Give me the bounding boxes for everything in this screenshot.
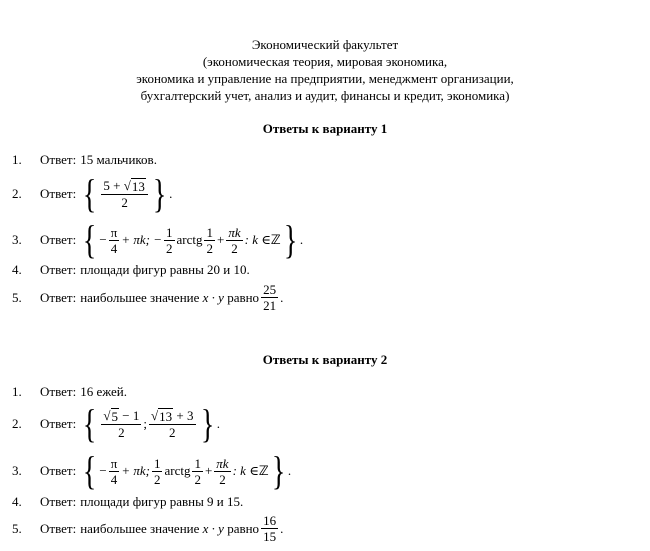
answer-text: площади фигур равны 9 и 15. bbox=[80, 494, 244, 509]
numerator: π bbox=[110, 224, 118, 240]
answer-label: Ответ: bbox=[40, 384, 77, 399]
variant2-answer-5: 5. Ответ: наибольшее значение x · y равно $\frac{16}{15}$ . bbox=[12, 513, 284, 544]
left-brace: { bbox=[83, 171, 97, 216]
right-brace: } bbox=[200, 401, 214, 446]
numerator: π bbox=[110, 455, 118, 471]
denominator: 2 bbox=[153, 471, 161, 487]
header-line: экономика и управление на предприятии, менеджмент организации, bbox=[136, 71, 514, 86]
item-number: 4. bbox=[12, 262, 22, 277]
denominator: 2 bbox=[121, 195, 128, 210]
faculty-header bbox=[0, 36, 650, 104]
fraction bbox=[226, 225, 242, 256]
answer-text: 15 мальчиков. bbox=[80, 152, 157, 167]
math-text: x · y bbox=[202, 520, 224, 536]
variant1-answer-3: 3. Ответ: { − $\frac{\pi}{4}$ + πk; − $\frac{1}{2}$ arctg $\frac{1}{2}$ + $\frac{\pi k}{2}$ : k ∈ ℤ } . bbox=[12, 217, 304, 262]
variant2-answer-2: 2. Ответ: { √ 5 − 1 2 ; √ 13 + 3 2 } . bbox=[12, 401, 220, 446]
answer-text: площади фигур равны 20 и 10. bbox=[80, 262, 250, 277]
item-number: 3. bbox=[12, 232, 22, 247]
fraction bbox=[149, 408, 195, 440]
numerator: 5 + bbox=[103, 178, 121, 193]
numerator: 1 bbox=[194, 455, 201, 471]
right-brace: } bbox=[152, 171, 167, 216]
answer-label: Ответ: bbox=[40, 152, 77, 167]
numerator: πk bbox=[216, 455, 229, 471]
answer-label: Ответ: bbox=[40, 262, 77, 277]
answer-label: Ответ: bbox=[40, 289, 77, 305]
item-number: 3. bbox=[12, 463, 22, 478]
answer-label: Ответ: bbox=[40, 232, 77, 247]
math-text: : k ∈ bbox=[244, 232, 271, 247]
item-number: 5. bbox=[12, 520, 22, 536]
numerator: − 1 bbox=[122, 408, 140, 423]
answer-text: наибольшее значение bbox=[80, 289, 200, 305]
fraction bbox=[152, 456, 163, 487]
integers-symbol: ℤ bbox=[258, 463, 269, 479]
item-number: 2. bbox=[12, 416, 22, 431]
answer-text: равно bbox=[227, 520, 260, 536]
variant2-answer-3: 3. Ответ: { − $\frac{\pi}{4}$ + πk; $\frac{1}{2}$ arctg $\frac{1}{2}$ + $\frac{\pi k}{2}$ : k ∈ ℤ } . bbox=[12, 448, 292, 493]
radicand: 5 bbox=[111, 409, 119, 424]
denominator: 2 bbox=[118, 425, 125, 440]
fraction bbox=[214, 456, 230, 487]
numerator: + 3 bbox=[176, 408, 194, 423]
sqrt: √ 5 bbox=[103, 408, 119, 424]
answer-label: Ответ: bbox=[40, 494, 77, 509]
numerator: 1 bbox=[206, 224, 213, 240]
denominator: 2 bbox=[166, 240, 173, 256]
left-brace: { bbox=[83, 401, 97, 446]
fraction bbox=[101, 408, 141, 440]
item-number: 1. bbox=[12, 152, 22, 167]
fraction bbox=[261, 282, 278, 313]
variant1-title: Ответы к варианту 1 bbox=[262, 121, 388, 136]
denominator: 2 bbox=[219, 471, 226, 487]
sqrt: √ 13 bbox=[151, 408, 173, 424]
variant1-answer-2: 2. Ответ: { 5 + √ 13 2 } . bbox=[12, 171, 173, 216]
numerator: 1 bbox=[166, 224, 173, 240]
denominator: 21 bbox=[263, 298, 277, 313]
arctg-text: arctg bbox=[176, 232, 203, 247]
math-text: + πk; bbox=[121, 463, 150, 478]
numerator: πk bbox=[228, 224, 241, 240]
answer-text: наибольшее значение bbox=[80, 520, 200, 536]
denominator: 15 bbox=[263, 529, 277, 544]
answer-label: Ответ: bbox=[40, 463, 77, 478]
right-brace: } bbox=[271, 448, 285, 493]
fraction bbox=[109, 225, 120, 256]
numerator: 16 bbox=[263, 513, 277, 528]
answer-text: 16 ежей. bbox=[80, 384, 128, 399]
item-number: 4. bbox=[12, 494, 22, 509]
denominator: 2 bbox=[194, 471, 201, 487]
fraction bbox=[192, 456, 203, 487]
fraction bbox=[261, 513, 278, 544]
header-line: Экономический факультет bbox=[251, 37, 399, 52]
denominator: 4 bbox=[110, 471, 118, 487]
header-line: (экономическая теория, мировая экономика, bbox=[202, 54, 448, 69]
variant1-answer-1 bbox=[12, 152, 157, 168]
fraction bbox=[164, 225, 175, 256]
math-text: + πk; − bbox=[121, 232, 162, 247]
left-brace: { bbox=[83, 448, 97, 493]
fraction bbox=[109, 456, 120, 487]
fraction bbox=[204, 225, 215, 256]
math-text: x · y bbox=[202, 289, 224, 305]
variant1-answer-4 bbox=[12, 262, 250, 278]
variant2-answer-1 bbox=[12, 384, 127, 400]
answer-text: равно bbox=[227, 289, 260, 305]
sqrt: √ 13 bbox=[123, 178, 145, 194]
header-line: бухгалтерский учет, анализ и аудит, финансы и кредит, экономика) bbox=[140, 88, 510, 103]
item-number: 1. bbox=[12, 384, 22, 399]
answer-label: Ответ: bbox=[40, 186, 77, 201]
numerator: 25 bbox=[263, 282, 277, 297]
fraction bbox=[101, 178, 147, 210]
integers-symbol: ℤ bbox=[270, 232, 281, 248]
right-brace: } bbox=[283, 217, 297, 262]
math-text: : k ∈ bbox=[232, 463, 259, 478]
item-number: 2. bbox=[12, 186, 22, 201]
denominator: 2 bbox=[231, 240, 238, 256]
variant1-answer-5: 5. Ответ: наибольшее значение x · y равно $\frac{25}{21}$ . bbox=[12, 282, 284, 313]
denominator: 2 bbox=[206, 240, 213, 256]
answer-label: Ответ: bbox=[40, 520, 77, 536]
radicand: 13 bbox=[159, 409, 173, 424]
arctg-text: arctg bbox=[164, 463, 191, 478]
item-number: 5. bbox=[12, 289, 22, 305]
denominator: 4 bbox=[110, 240, 118, 256]
answer-label: Ответ: bbox=[40, 416, 77, 431]
radicand: 13 bbox=[131, 179, 145, 194]
denominator: 2 bbox=[169, 425, 176, 440]
variant2-title: Ответы к варианту 2 bbox=[262, 352, 388, 367]
variant2-answer-4 bbox=[12, 494, 243, 510]
numerator: 1 bbox=[153, 455, 161, 471]
left-brace: { bbox=[83, 217, 97, 262]
